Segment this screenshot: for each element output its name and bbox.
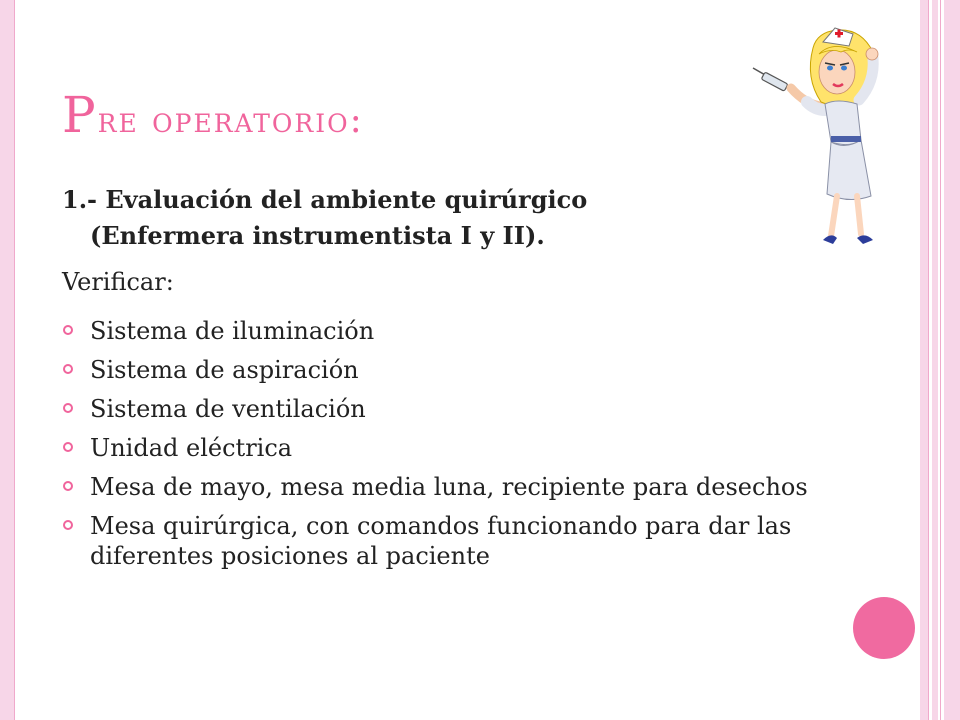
bullet-item	[62, 511, 832, 571]
bullet-text: Unidad eléctrica	[90, 434, 293, 462]
left-border-decoration	[0, 0, 15, 720]
circle-outline-icon	[63, 481, 73, 491]
verify-label: Verificar:	[62, 268, 174, 296]
bullet-item	[62, 394, 832, 424]
bullet-text: Mesa de mayo, mesa media luna, recipiente para desechos	[90, 473, 808, 501]
circle-outline-icon	[63, 442, 73, 452]
bullet-item	[62, 355, 832, 385]
bullet-item	[62, 472, 832, 502]
circle-outline-icon	[63, 325, 73, 335]
section-heading-line1: 1.- Evaluación del ambiente quirúrgico	[62, 185, 588, 214]
section-heading-line2: (Enfermera instrumentista I y II).	[90, 221, 545, 250]
slide-title	[62, 86, 364, 144]
bullet-text: Sistema de aspiración	[90, 356, 359, 384]
pink-circle-decoration	[853, 597, 915, 659]
bullet-list	[62, 316, 832, 580]
bullet-text: Sistema de iluminación	[90, 317, 375, 345]
nurse-illustration	[745, 18, 905, 248]
bullet-text: Mesa quirúrgica, con comandos funcionando para dar las diferentes posiciones al paciente	[90, 512, 792, 570]
title-initial: P	[62, 86, 98, 144]
circle-outline-icon	[63, 364, 73, 374]
circle-outline-icon	[63, 403, 73, 413]
right-stripes-decoration	[920, 0, 960, 720]
bullet-item	[62, 433, 832, 463]
section-heading	[62, 182, 722, 254]
title-rest: re operatorio:	[97, 100, 364, 141]
bullet-item	[62, 316, 832, 346]
bullet-text: Sistema de ventilación	[90, 395, 366, 423]
circle-outline-icon	[63, 520, 73, 530]
